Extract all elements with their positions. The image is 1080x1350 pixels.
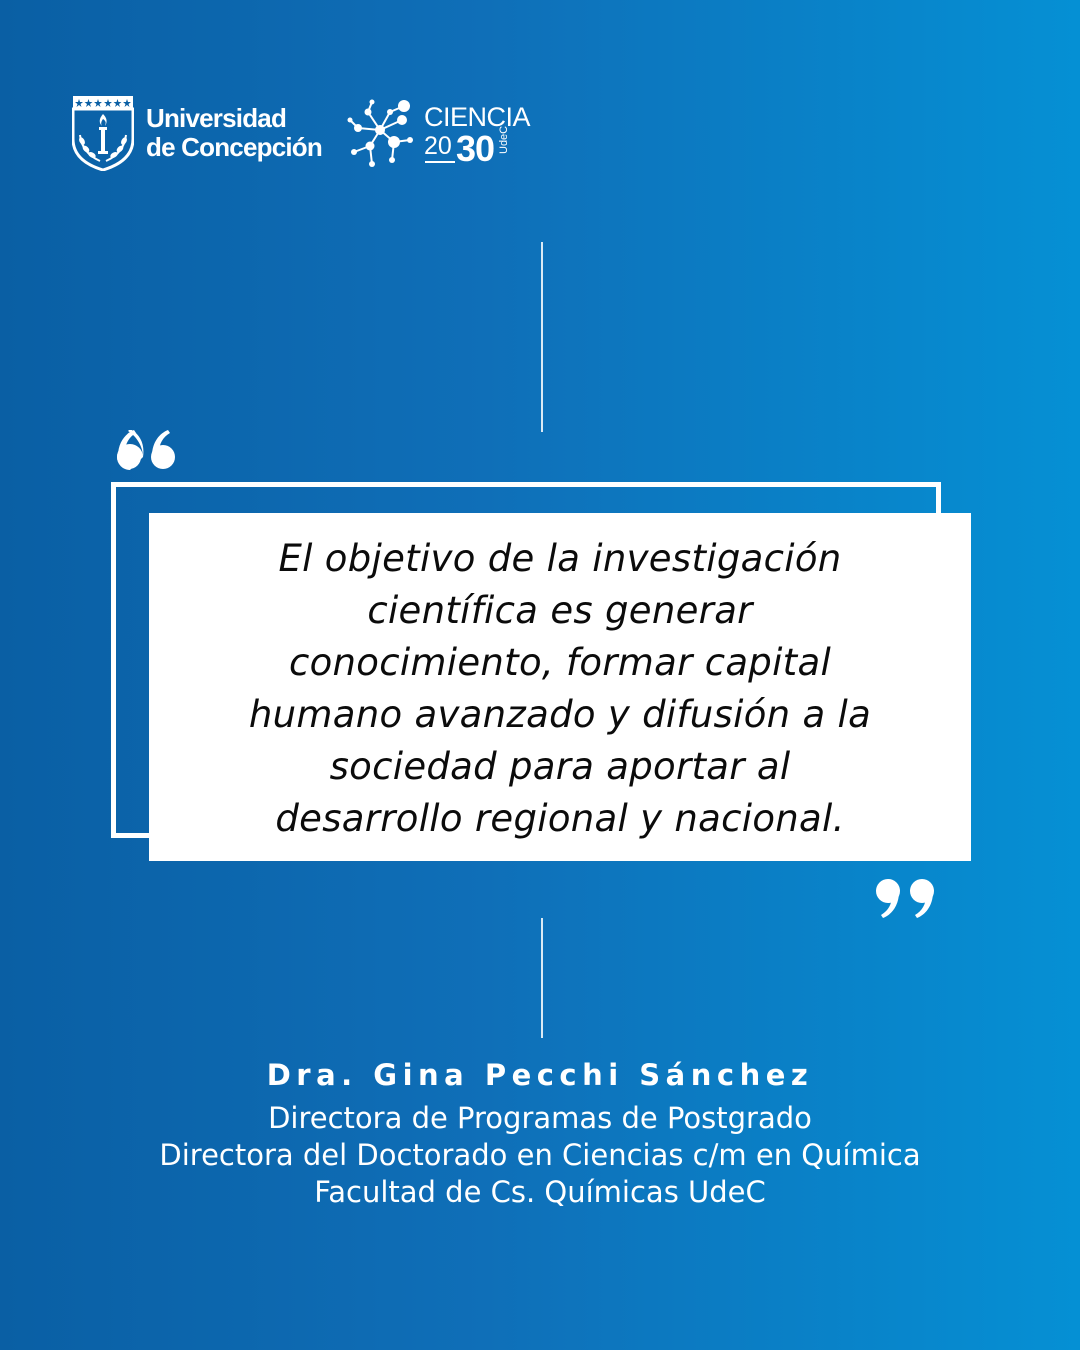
quote-line: sociedad para aportar al [329,745,791,788]
quote-line: humano avanzado y difusión a la [248,693,872,736]
quote-line: científica es generar [367,589,753,632]
quote-line: desarrollo regional y nacional. [275,797,845,840]
university-name-line2: de Concepción [146,132,322,162]
author-name: Dra. Gina Pecchi Sánchez [266,1058,814,1092]
quote-line: El objetivo de la investigación [278,537,842,580]
ciencia-year-start: 20 [424,132,452,160]
molecule-network-icon [346,98,418,170]
author-role-line: Directora de Programas de Postgrado [268,1101,812,1135]
divider-line-top [541,242,543,432]
close-quote-icon [873,878,935,918]
university-shield-icon [72,95,134,171]
ciencia-udec-vertical: UdeC [498,125,510,154]
ciencia-year-underline [425,161,455,163]
open-quote-icon [116,430,178,470]
author-role-line: Directora del Doctorado en Ciencias c/m en Química [159,1138,921,1172]
university-name [146,104,322,162]
university-logo [72,94,322,172]
quote-box [149,513,971,861]
quote-line: conocimiento, formar capital [288,641,832,684]
divider-line-bottom [541,918,543,1038]
ciencia-2030-logo [346,98,544,170]
quote-text [149,533,971,845]
ciencia-year-end: 30 [456,128,495,169]
ciencia-word: CIENCIA [424,102,531,132]
author-roles [0,1100,1080,1211]
author-role-line: Facultad de Cs. Químicas UdeC [314,1175,766,1209]
ciencia-2030-wordmark [424,100,544,168]
university-name-line1: Universidad [146,103,287,133]
